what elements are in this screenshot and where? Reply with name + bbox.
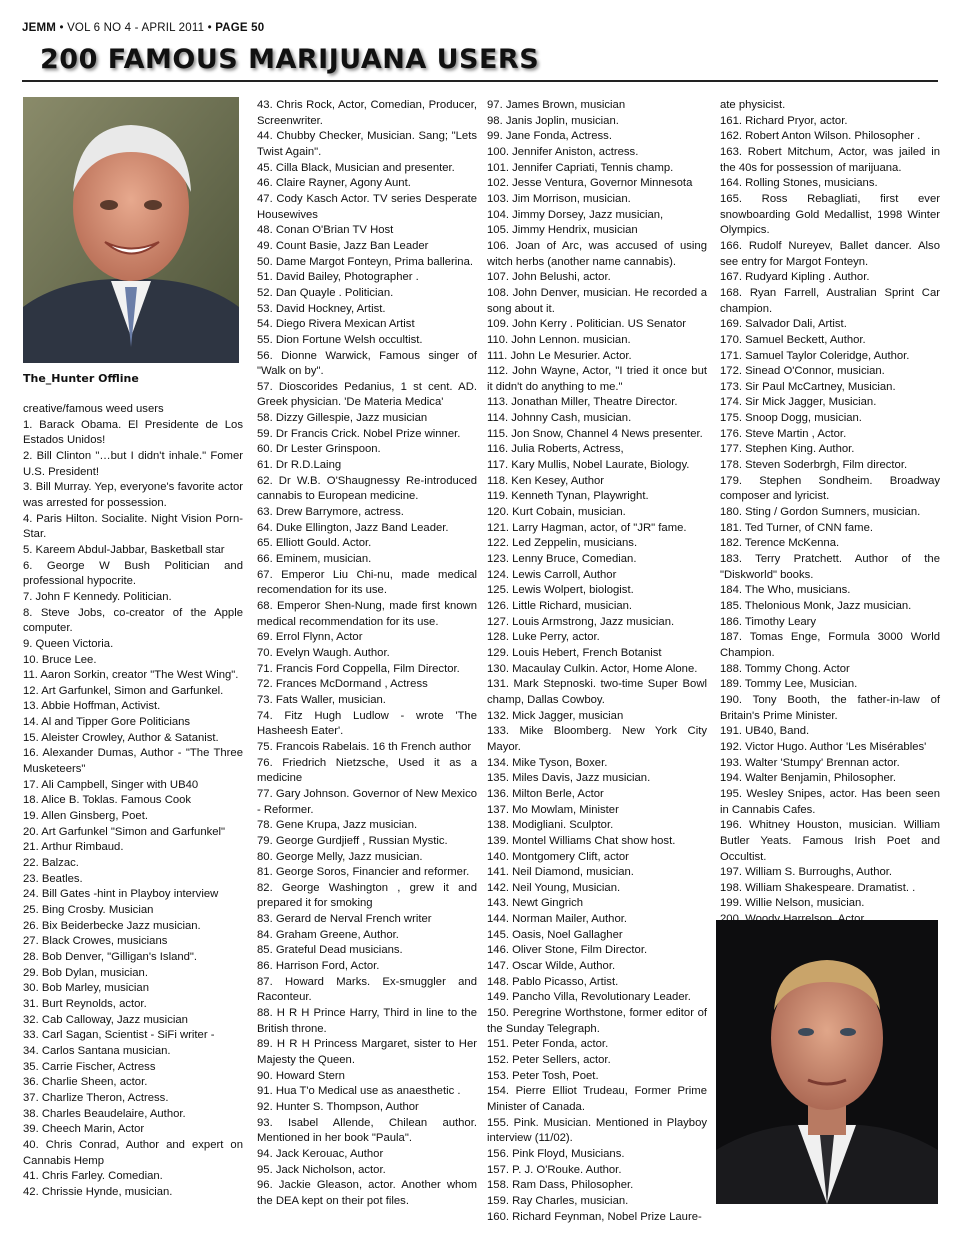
list-item: 121. Larry Hagman, actor, of "JR" fame. (487, 521, 687, 534)
list-item: 49. Count Basie, Jazz Ban Leader (257, 239, 429, 252)
list-item: 14. Al and Tipper Gore Politicians (23, 716, 191, 729)
list-item: 64. Duke Ellington, Jazz Band Leader. (257, 521, 449, 534)
list-item: 133. Mike Bloomberg. New York City Mayor. (487, 725, 707, 753)
list-item: 159. Ray Charles, musician. (487, 1194, 629, 1207)
list-item: 195. Wesley Snipes, actor. Has been seen in Cannabis Cafes. (720, 787, 940, 816)
list-item: 18. Alice B. Toklas. Famous Cook (23, 794, 192, 807)
list-item: 80. George Melly, Jazz musician. (257, 850, 423, 863)
list-item: 193. Walter 'Stumpy' Brennan actor. (720, 756, 900, 769)
list-item: ate physicist. (720, 99, 786, 111)
list-item: 60. Dr Lester Grinspoon. (257, 443, 381, 456)
list-item: 113. Jonathan Miller, Theatre Director. (487, 396, 678, 409)
list-item: 107. John Belushi, actor. (487, 271, 611, 284)
list-item: 17. Ali Campbell, Singer with UB40 (23, 778, 199, 791)
list-item: 12. Art Garfunkel, Simon and Garfunkel. (23, 684, 224, 697)
list-item: 189. Tommy Lee, Musician. (720, 678, 858, 691)
list-item: 145. Oasis, Noel Gallagher (487, 928, 623, 941)
list-item: 89. H R H Princess Margaret, sister to Her Majesty the Queen. (257, 1038, 477, 1067)
list-item: 90. Howard Stern (257, 1069, 345, 1082)
list-item: 175. Snoop Dogg, musician. (720, 412, 862, 425)
list-item: 93. Isabel Allende, Chilean author. Mentioned in her book "Paula". (257, 1116, 477, 1145)
list-item: 134. Mike Tyson, Boxer. (487, 756, 608, 769)
list-item: 91. Hua T'o Medical use as anaesthetic . (257, 1085, 461, 1098)
list-item: 109. John Kerry . Politician. US Senator (487, 318, 687, 331)
list-item: 16. Alexander Dumas, Author - "The Three Musketeers" (23, 747, 243, 776)
list-items (257, 98, 477, 1210)
list-item: 34. Carlos Santana musician. (23, 1044, 171, 1057)
list-item: 101. Jennifer Capriati, Tennis champ. (487, 161, 674, 174)
list-item: 174. Sir Mick Jagger, Musician. (720, 396, 877, 409)
list-item: 52. Dan Quayle . Politician. (257, 286, 394, 299)
list-item: 160. Richard Feynman, Nobel Prize Laure- (487, 1210, 702, 1223)
list-item: 120. Kurt Cobain, musician. (487, 506, 626, 519)
list-item: 40. Chris Conrad, Author and expert on Cannabis Hemp (23, 1138, 243, 1167)
list-item: 158. Ram Dass, Philosopher. (487, 1179, 634, 1192)
list-item: 54. Diego Rivera Mexican Artist (257, 318, 415, 331)
list-item: 104. Jimmy Dorsey, Jazz musician, (487, 208, 664, 221)
title-divider (22, 80, 938, 82)
list-item: 74. Fitz Hugh Ludlow - wrote 'The Hasheesh Eater'. (257, 709, 477, 738)
list-item: 70. Evelyn Waugh. Author. (257, 646, 390, 659)
list-item: 115. Jon Snow, Channel 4 News presenter. (487, 427, 703, 440)
list-item: 25. Bing Crosby. Musician (23, 904, 154, 916)
list-item: 156. Pink Floyd, Musicians. (487, 1147, 625, 1160)
list-item: 82. George Washington , grew it and prepared it for smoking (257, 881, 477, 910)
list-item: 23. Beatles. (23, 872, 83, 885)
list-item: 176. Steve Martin , Actor. (720, 427, 847, 440)
list-item: 157. P. J. O'Rouke. Author. (487, 1163, 622, 1176)
list-item: 146. Oliver Stone, Film Director. (487, 944, 648, 957)
list-item: 79. George Gurdjieff , Russian Mystic. (257, 834, 448, 847)
list-item: 43. Chris Rock, Actor, Comedian, Producer, Screenwriter. (257, 99, 477, 127)
list-item: 51. David Bailey, Photographer . (257, 271, 419, 284)
list-item: 99. Jane Fonda, Actress. (487, 130, 612, 143)
list-item: 4. Paris Hilton. Socialite. Night Vision Porn-Star. (23, 512, 243, 541)
list-item: 69. Errol Flynn, Actor (257, 631, 363, 644)
list-item: 57. Dioscorides Pedanius, 1 st cent. AD. Greek physician. 'De Materia Medica' (257, 380, 477, 409)
list-item: 55. Dion Fortune Welsh occultist. (257, 333, 423, 346)
list-item: 11. Aaron Sorkin, creator "The West Wing". (23, 669, 239, 682)
list-item: 126. Little Richard, musician. (487, 600, 633, 612)
list-item: 62. Dr W.B. O'Shaugnessy Re-introduced cannabis to European medicine. (257, 474, 477, 503)
list-item: 192. Victor Hugo. Author 'Les Misérables' (720, 740, 927, 753)
list-item: 141. Neil Diamond, musician. (487, 866, 634, 879)
list-item: 168. Ryan Farrell, Australian Sprint Car champion. (720, 286, 940, 315)
list-item: 81. George Soros, Financier and reformer. (257, 866, 470, 879)
list-item: 167. Rudyard Kipling . Author. (720, 271, 870, 284)
list-item: 94. Jack Kerouac, Author (257, 1147, 384, 1160)
list-item: 164. Rolling Stones, musicians. (720, 177, 878, 190)
list-item: 71. Francis Ford Coppella, Film Director. (257, 662, 460, 675)
list-item: 66. Eminem, musician. (257, 553, 372, 566)
issue-info: VOL 6 NO 4 - APRIL 2011 (67, 22, 205, 34)
list-item: 98. Janis Joplin, musician. (487, 114, 619, 127)
list-item: 112. John Wayne, Actor, "I tried it once but it didn't do anything to me." (487, 365, 707, 393)
list-item: 171. Samuel Taylor Coleridge, Author. (720, 349, 910, 362)
list-item: 2. Bill Clinton "…but I didn't inhale." Fomer U.S. President! (23, 449, 243, 478)
list-item: 125. Lewis Wolpert, biologist. (487, 584, 634, 597)
list-item: 111. John Le Mesurier. Actor. (487, 349, 632, 362)
list-item: 143. Newt Gingrich (487, 897, 584, 910)
list-item: 100. Jennifer Aniston, actress. (487, 145, 639, 158)
list-item: 29. Bob Dylan, musician. (23, 966, 148, 979)
list-item: 95. Jack Nicholson, actor. (257, 1163, 386, 1176)
list-item: 47. Cody Kasch Actor. TV series Desperate Housewives (257, 192, 477, 221)
list-item: 65. Elliott Gould. Actor. (257, 537, 372, 550)
list-item: 179. Stephen Sondheim. Broadway composer and lyricist. (720, 474, 940, 503)
list-item: 136. Milton Berle, Actor (487, 787, 604, 800)
list-item: 153. Peter Tosh, Poet. (487, 1069, 599, 1082)
list-item: 6. George W Bush Politician and professional hypocrite. (23, 559, 243, 588)
intro-text: creative/famous weed users (23, 403, 164, 415)
list-item: 61. Dr R.D.Laing (257, 459, 342, 472)
list-items (487, 98, 707, 1225)
list-item: 48. Conan O'Brian TV Host (257, 224, 394, 237)
list-item: 46. Claire Rayner, Agony Aunt. (257, 177, 411, 190)
list-item: 26. Bix Beiderbecke Jazz musician. (23, 919, 201, 932)
list-item: 35. Carrie Fischer, Actress (23, 1060, 156, 1073)
list-item: 38. Charles Beaudelaire, Author. (23, 1107, 186, 1120)
list-item: 106. Joan of Arc, was accused of using witch herbs (another name cannabis). (487, 239, 707, 268)
list-item: 137. Mo Mowlam, Minister (487, 803, 619, 816)
list-item: 170. Samuel Beckett, Author. (720, 333, 866, 346)
list-item: 86. Harrison Ford, Actor. (257, 960, 380, 973)
list-item: 5. Kareem Abdul-Jabbar, Basketball star (23, 543, 225, 556)
list-item: 182. Terence McKenna. (720, 537, 840, 550)
list-column-4 (720, 98, 940, 928)
list-item: 123. Lenny Bruce, Comedian. (487, 553, 637, 566)
list-item: 108. John Denver, musician. He recorded a song about it. (487, 286, 707, 315)
list-item: 190. Tony Booth, the father-in-law of Britain's Prime Minister. (720, 693, 940, 722)
list-item: 97. James Brown, musician (487, 99, 626, 111)
list-item: 88. H R H Prince Harry, Third in line to the British throne. (257, 1007, 477, 1035)
list-item: 116. Julia Roberts, Actress, (487, 443, 624, 456)
list-item: 173. Sir Paul McCartney, Musician. (720, 380, 896, 393)
list-item: 117. Kary Mullis, Nobel Laurate, Biology. (487, 459, 690, 472)
list-item: 59. Dr Francis Crick. Nobel Prize winner. (257, 427, 461, 440)
list-item: 124. Lewis Carroll, Author (487, 568, 617, 581)
page-number: PAGE 50 (215, 22, 265, 34)
list-item: 114. Johnny Cash, musician. (487, 412, 632, 425)
list-item: 92. Hunter S. Thompson, Author (257, 1101, 419, 1113)
list-item: 76. Friedrich Nietzsche, Used it as a medicine (257, 756, 477, 785)
list-item: 131. Mark Stepnoski. two-time Super Bowl champ, Dallas Cowboy. (487, 678, 707, 706)
list-item: 75. Francois Rabelais. 16 th French author (257, 740, 472, 753)
list-item: 19. Allen Ginsberg, Poet. (23, 810, 148, 823)
list-item: 42. Chrissie Hynde, musician. (23, 1185, 173, 1198)
list-item: 132. Mick Jagger, musician (487, 709, 624, 722)
list-item: 20. Art Garfunkel "Simon and Garfunkel" (23, 825, 226, 838)
list-item: 3. Bill Murray. Yep, everyone's favorite actor was arrested for possession. (23, 481, 243, 509)
list-item: 87. Howard Marks. Ex-smuggler and Raconteur. (257, 975, 477, 1004)
list-item: 122. Led Zeppelin, musicians. (487, 537, 638, 550)
list-item: 183. Terry Pratchett. Author of the "Diskworld" books. (720, 553, 940, 581)
list-item: 140. Montgomery Clift, actor (487, 850, 629, 863)
list-item: 39. Cheech Marin, Actor (23, 1123, 145, 1136)
list-item: 155. Pink. Musician. Mentioned in Playboy interview (11/02). (487, 1116, 707, 1145)
list-item: 32. Cab Calloway, Jazz musician (23, 1013, 188, 1026)
list-item: 8. Steve Jobs, co-creator of the Apple computer. (23, 606, 243, 635)
list-item: 166. Rudolf Nureyev, Ballet dancer. Also see entry for Margot Fonteyn. (720, 239, 940, 268)
list-item: 186. Timothy Leary (720, 615, 817, 628)
list-item: 33. Carl Sagan, Scientist - SiFi writer - (23, 1029, 215, 1042)
list-item: 119. Kenneth Tynan, Playwright. (487, 490, 649, 503)
list-column-2 (257, 98, 477, 1210)
list-item: 130. Macaulay Culkin. Actor, Home Alone. (487, 662, 698, 675)
list-item: 118. Ken Kesey, Author (487, 474, 605, 487)
list-item: 58. Dizzy Gillespie, Jazz musician (257, 412, 428, 425)
list-item: 138. Modigliani. Sculptor. (487, 819, 614, 832)
list-item: 178. Steven Soderbrgh, Film director. (720, 459, 908, 472)
portrait-photo-bottom (716, 920, 938, 1204)
list-item: 28. Bob Denver, "Gilligan's Island". (23, 950, 198, 963)
list-item: 128. Luke Perry, actor. (487, 631, 600, 644)
list-item: 31. Burt Reynolds, actor. (23, 997, 147, 1010)
list-item: 84. Graham Greene, Author. (257, 928, 399, 941)
list-item: 184. The Who, musicians. (720, 584, 851, 597)
list-item: 41. Chris Farley. Comedian. (23, 1170, 163, 1183)
list-item: 78. Gene Krupa, Jazz musician. (257, 819, 418, 832)
list-item: 151. Peter Fonda, actor. (487, 1038, 609, 1051)
list-item: 149. Pancho Villa, Revolutionary Leader. (487, 991, 691, 1004)
list-item: 150. Peregrine Worthstone, former editor of the Sunday Telegraph. (487, 1007, 707, 1035)
list-item: 50. Dame Margot Fonteyn, Prima ballerina. (257, 255, 473, 268)
list-item: 27. Black Crowes, musicians (23, 935, 168, 948)
list-item: 147. Oscar Wilde, Author. (487, 960, 616, 973)
list-item: 1. Barack Obama. El Presidente de Los Estados Unidos! (23, 418, 243, 447)
list-item: 73. Fats Waller, musician. (257, 693, 386, 706)
list-item: 10. Bruce Lee. (23, 653, 97, 666)
list-item: 165. Ross Rebagliati, first ever snowboarding Gold Medallist, 1998 Winter Olympics. (720, 192, 940, 237)
list-item: 68. Emperor Shen-Nung, made first known medical recommendation for its use. (257, 600, 477, 628)
list-item: 163. Robert Mitchum, Actor, was jailed in the 40s for possession of marijuana. (720, 145, 940, 174)
page-header: JEMM • VOL 6 NO 4 - APRIL 2011 • PAGE 50 (22, 22, 265, 34)
list-item: 56. Dionne Warwick, Famous singer of "Walk on by". (257, 349, 477, 378)
portrait-image (23, 97, 239, 363)
list-item: 135. Miles Davis, Jazz musician. (487, 772, 651, 785)
list-item: 161. Richard Pryor, actor. (720, 114, 848, 127)
list-item: 30. Bob Marley, musician (23, 982, 149, 995)
list-item: 142. Neil Young, Musician. (487, 881, 621, 894)
list-item: 169. Salvador Dali, Artist. (720, 318, 847, 331)
list-item: 83. Gerard de Nerval French writer (257, 913, 432, 926)
list-item: 152. Peter Sellers, actor. (487, 1054, 611, 1067)
list-item: 196. Whitney Houston, musician. William Butler Yeats. Famous Irish Poet and Occultist. (720, 819, 940, 863)
list-item: 110. John Lennon. musician. (487, 333, 631, 346)
list-item: 148. Pablo Picasso, Artist. (487, 975, 619, 988)
list-item: 191. UB40, Band. (720, 725, 810, 738)
list-column-3 (487, 98, 707, 1225)
list-item: 13. Abbie Hoffman, Activist. (23, 700, 161, 713)
list-item: 139. Montel Williams Chat show host. (487, 834, 676, 847)
list-item: 36. Charlie Sheen, actor. (23, 1076, 148, 1089)
list-item: 199. Willie Nelson, musician. (720, 897, 865, 910)
list-item: 9. Queen Victoria. (23, 637, 114, 650)
page-title: 200 FAMOUS MARIJUANA USERS (40, 44, 540, 75)
list-item: 103. Jim Morrison, musician. (487, 192, 631, 205)
list-item: 105. Jimmy Hendrix, musician (487, 224, 638, 237)
portrait-photo-top (23, 97, 239, 363)
magazine-name: JEMM (22, 22, 57, 34)
list-item: 15. Aleister Crowley, Author & Satanist. (23, 731, 219, 744)
list-item: 85. Grateful Dead musicians. (257, 944, 403, 957)
list-item: 198. William Shakespeare. Dramatist. . (720, 881, 916, 894)
list-item: 24. Bill Gates -hint in Playboy interview (23, 888, 219, 901)
list-item: 53. David Hockney, Artist. (257, 302, 386, 315)
list-item: 154. Pierre Elliot Trudeau, Former Prime Minister of Canada. (487, 1085, 707, 1113)
list-item: 67. Emperor Liu Chi-nu, made medical recomendation for its use. (257, 568, 477, 597)
list-item: 96. Jackie Gleason, actor. Another whom the DEA kept on their pot files. (257, 1179, 477, 1207)
list-item: 102. Jesse Ventura, Governor Minnesota (487, 177, 693, 190)
list-column-1 (23, 402, 243, 1200)
list-item: 172. Sinead O'Connor, musician. (720, 365, 885, 378)
list-item: 197. William S. Burroughs, Author. (720, 866, 893, 879)
list-item: 7. John F Kennedy. Politician. (23, 590, 172, 603)
list-items (720, 98, 940, 928)
list-item: 45. Cilla Black, Musician and presenter. (257, 161, 455, 174)
list-item: 37. Charlize Theron, Actress. (23, 1091, 169, 1104)
photo-caption: The_Hunter Offline (23, 372, 139, 385)
list-item: 22. Balzac. (23, 857, 79, 870)
list-item: 187. Tomas Enge, Formula 3000 World Champion. (720, 631, 940, 659)
list-item: 188. Tommy Chong. Actor (720, 662, 850, 675)
list-item: 77. Gary Johnson. Governor of New Mexico - Reformer. (257, 787, 477, 816)
list-item: 185. Thelonious Monk, Jazz musician. (720, 600, 912, 612)
portrait-image (716, 920, 938, 1204)
list-item: 72. Frances McDormand , Actress (257, 678, 428, 691)
list-item: 194. Walter Benjamin, Philosopher. (720, 772, 897, 785)
list-item: 21. Arthur Rimbaud. (23, 841, 124, 854)
list-item: 177. Stephen King. Author. (720, 443, 855, 456)
list-item: 180. Sting / Gordon Sumners, musician. (720, 506, 921, 519)
list-item: 44. Chubby Checker, Musician. Sang; "Lets Twist Again". (257, 130, 477, 158)
list-items (23, 418, 243, 1201)
list-item: 129. Louis Hebert, French Botanist (487, 646, 662, 659)
list-item: 63. Drew Barrymore, actress. (257, 506, 404, 519)
list-item: 127. Louis Armstrong, Jazz musician. (487, 615, 675, 628)
list-item: 181. Ted Turner, of CNN fame. (720, 521, 874, 534)
list-item: 162. Robert Anton Wilson. Philosopher . (720, 130, 921, 143)
list-item: 144. Norman Mailer, Author. (487, 913, 628, 926)
